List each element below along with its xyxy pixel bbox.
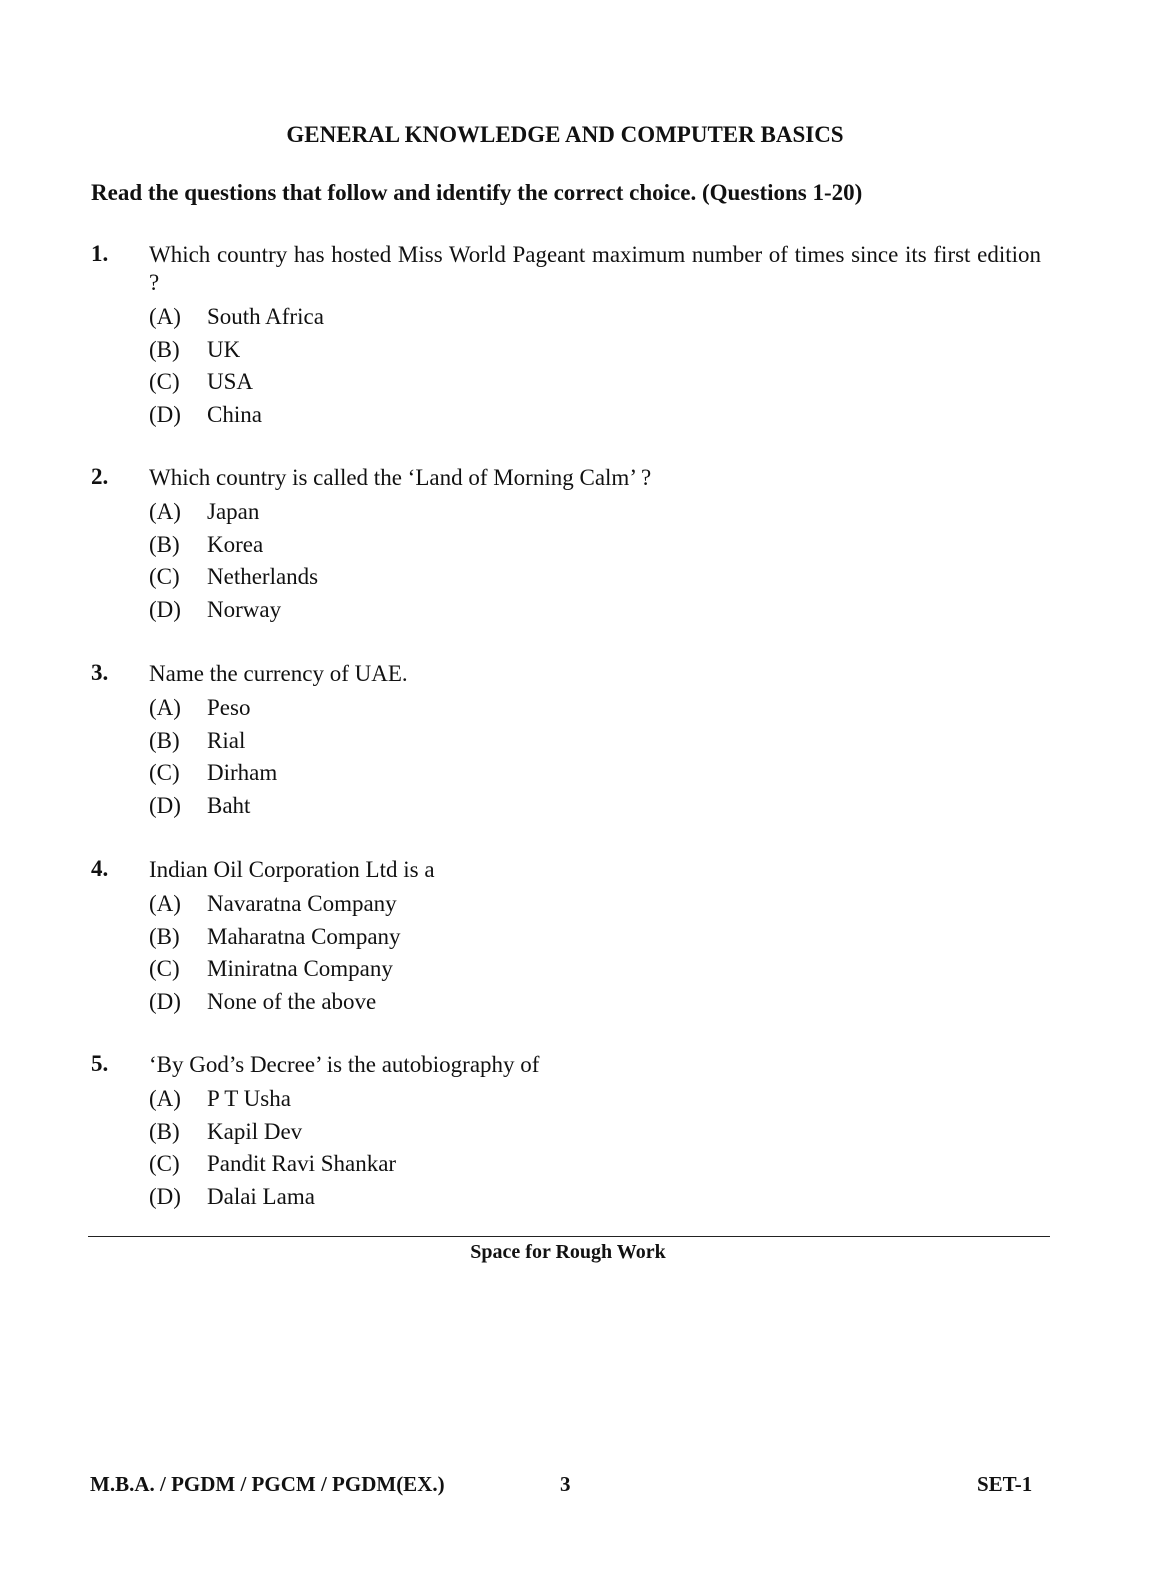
option-label: (B)	[149, 1118, 180, 1144]
option	[149, 888, 1041, 921]
option-label: (D)	[149, 1184, 181, 1210]
option	[149, 366, 1041, 399]
option	[149, 790, 1041, 823]
question-2	[91, 464, 1041, 627]
option-label: (A)	[149, 891, 181, 916]
option-label: (C)	[149, 760, 180, 786]
question-text: Which country has hosted Miss World Pageant maximum number of times since its first edition ?	[149, 242, 1041, 295]
option-text: Pandit Ravi Shankar	[207, 1151, 397, 1177]
option-label: (D)	[149, 793, 181, 819]
footer-course: M.B.A. / PGDM / PGCM / PGDM(EX.)	[90, 1472, 445, 1496]
option	[149, 1181, 1041, 1214]
option	[149, 334, 1041, 367]
option	[149, 986, 1041, 1019]
footer-set: SET-1	[977, 1472, 1033, 1496]
options-list	[149, 1083, 1041, 1214]
question-number: 5.	[91, 1051, 109, 1076]
option	[149, 953, 1041, 986]
option-label: (B)	[149, 531, 180, 557]
option	[149, 1148, 1041, 1181]
question-number: 4.	[91, 856, 109, 881]
option-text: China	[207, 402, 262, 428]
option-label: (D)	[149, 597, 181, 623]
option-text: USA	[207, 369, 254, 395]
options-list	[149, 888, 1041, 1019]
options-list	[149, 496, 1041, 627]
option-text: P T Usha	[207, 1086, 291, 1111]
option-label: (A)	[149, 499, 181, 524]
question-text: Name the currency of UAE.	[149, 661, 408, 686]
question-text: ‘By God’s Decree’ is the autobiography of	[149, 1052, 540, 1077]
option	[149, 529, 1041, 562]
question-1	[91, 241, 1041, 432]
option	[149, 301, 1041, 334]
divider	[88, 1236, 1050, 1237]
option-label: (B)	[149, 336, 180, 362]
option-text: Baht	[207, 793, 251, 819]
option-text: Navaratna Company	[207, 891, 397, 916]
question-number: 2.	[91, 464, 109, 489]
question-number: 1.	[91, 241, 109, 266]
option-text: Maharatna Company	[207, 923, 401, 949]
option-text: Peso	[207, 695, 251, 720]
option	[149, 921, 1041, 954]
option-label: (C)	[149, 369, 180, 395]
question-3	[91, 660, 1041, 823]
option	[149, 1083, 1041, 1116]
option-label: (A)	[149, 695, 181, 720]
page-title: GENERAL KNOWLEDGE AND COMPUTER BASICS	[286, 122, 844, 147]
option	[149, 692, 1041, 725]
option-label: (D)	[149, 402, 181, 428]
question-number: 3.	[91, 660, 109, 685]
option-label: (A)	[149, 1086, 181, 1111]
option	[149, 594, 1041, 627]
option-text: None of the above	[207, 989, 377, 1015]
option-label: (A)	[149, 304, 181, 329]
page-number: 3	[560, 1472, 571, 1496]
option-text: UK	[207, 336, 241, 362]
question-text: Indian Oil Corporation Ltd is a	[149, 857, 435, 882]
option	[149, 561, 1041, 594]
option-label: (B)	[149, 727, 180, 753]
instructions: Read the questions that follow and identify the correct choice. (Questions 1-20)	[91, 180, 863, 205]
option-text: Korea	[207, 531, 264, 557]
option-text: Dalai Lama	[207, 1184, 315, 1210]
option-label: (C)	[149, 564, 180, 590]
question-5	[91, 1051, 1041, 1214]
option-text: Japan	[207, 499, 260, 524]
option-text: Rial	[207, 727, 246, 753]
option	[149, 1116, 1041, 1149]
option-text: South Africa	[207, 304, 324, 329]
option-label: (C)	[149, 956, 180, 982]
option-text: Norway	[207, 597, 282, 623]
question-text: Which country is called the ‘Land of Morning Calm’ ?	[149, 465, 652, 490]
options-list	[149, 692, 1041, 823]
option-label: (D)	[149, 989, 181, 1015]
option	[149, 496, 1041, 529]
option	[149, 399, 1041, 432]
option-text: Miniratna Company	[207, 956, 393, 982]
option-text: Netherlands	[207, 564, 319, 590]
question-4	[91, 856, 1041, 1019]
option	[149, 725, 1041, 758]
option-label: (B)	[149, 923, 180, 949]
rough-work-label: Space for Rough Work	[470, 1241, 666, 1263]
options-list	[149, 301, 1041, 432]
option-text: Dirham	[207, 760, 278, 786]
option-label: (C)	[149, 1151, 180, 1177]
option-text: Kapil Dev	[207, 1118, 303, 1144]
option	[149, 757, 1041, 790]
